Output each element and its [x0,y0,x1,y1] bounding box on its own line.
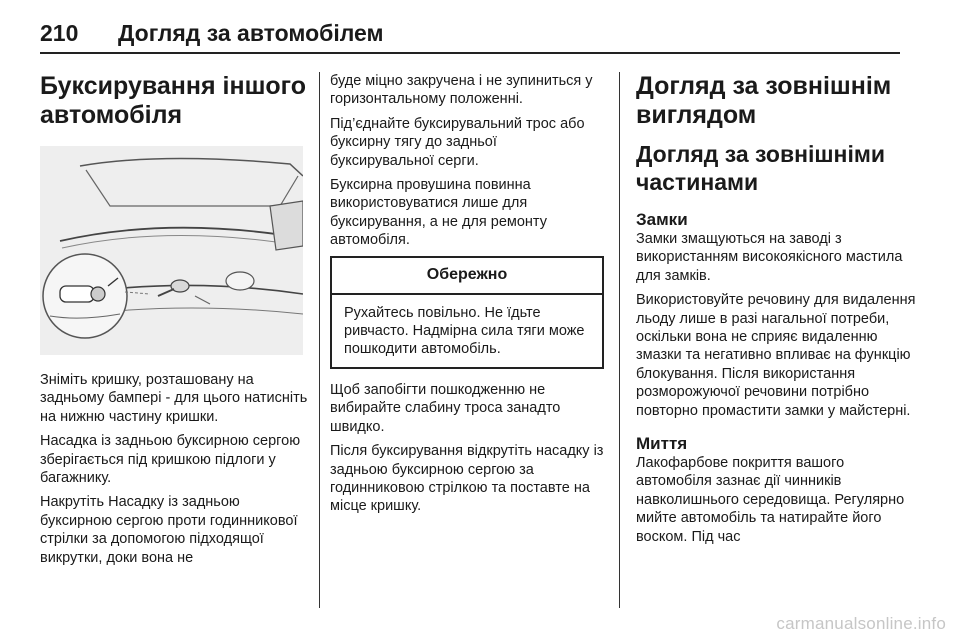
paragraph: Насадка із задньою буксирною сергою зберігається під кришкою підлоги у багажнику. [40,433,301,487]
paragraph: Накрутіть Насадку із задньою буксирною сергою проти годинникової стрілки за допомогою підходящої викрутки, доки вона не [40,494,298,566]
paragraph: Буксирна провушина повинна використовуватися лише для буксирування, а не для ремонту автомобіля. [330,177,547,249]
page-header [40,12,920,52]
warning-text: Рухайтесь повільно. Не їдьте ривчасто. Надмірна сила тяги може пошкодити автомобіль. [344,304,585,358]
warning-box [330,256,604,369]
car-rear-bumper-illustration [40,146,303,355]
column-1 [40,72,308,573]
column-divider [619,72,620,608]
column-3 [636,72,918,552]
topic-heading-locks: Замки [636,210,688,229]
section-heading-exterior-care: Догляд за зовнішнім виглядом [636,72,892,129]
paragraph: буде міцно закручена і не зупиниться у горизонтальному положенні. [330,73,593,108]
running-title: Догляд за автомобілем [118,20,384,46]
column-2 [330,72,604,522]
paragraph: Зніміть кришку, розташовану на задньому бампері - для цього натисніть на нижню частину кришки. [40,372,308,425]
paragraph: Лакофарбове покриття вашого автомобіля зазнає дії чинників навколишнього середовища. Регулярно мийте автомобіль та натирайте його воском. Під час [636,455,905,545]
paragraph: Використовуйте речовину для видалення льоду лише в разі нагальної потреби, оскільки вона не сприяє видаленню змазки та негативно впливає на функцію блокування. Після використання розморожуючої речовини потрібно повторно промастити замки у майстерні. [636,292,916,419]
paragraph: Замки змащуються на заводі з використанням високоякісного мастила для замків. [636,231,903,284]
watermark: carmanualsonline.info [776,614,946,633]
paragraph: Після буксирування відкрутіть насадку із задньою буксирною сергою за годинниковою стрілкою та поставте на місце кришку. [330,443,604,515]
header-rule [40,52,900,54]
page-number: 210 [40,20,79,46]
subheading-exterior-parts: Догляд за зовнішніми частинами [636,141,885,195]
figure-rear-bumper [40,146,303,355]
paragraph: Під’єднайте буксирувальний трос або буксирну тягу до задньої буксирувальної серги. [330,115,585,169]
topic-heading-washing: Миття [636,434,688,454]
warning-title: Обережно [332,258,602,295]
section-heading-towing: Буксирування іншого автомобіля [40,72,307,129]
column-divider [319,72,320,608]
paragraph: Щоб запобігти пошкодженню не вибирайте слабину троса занадто швидко. [330,381,561,435]
